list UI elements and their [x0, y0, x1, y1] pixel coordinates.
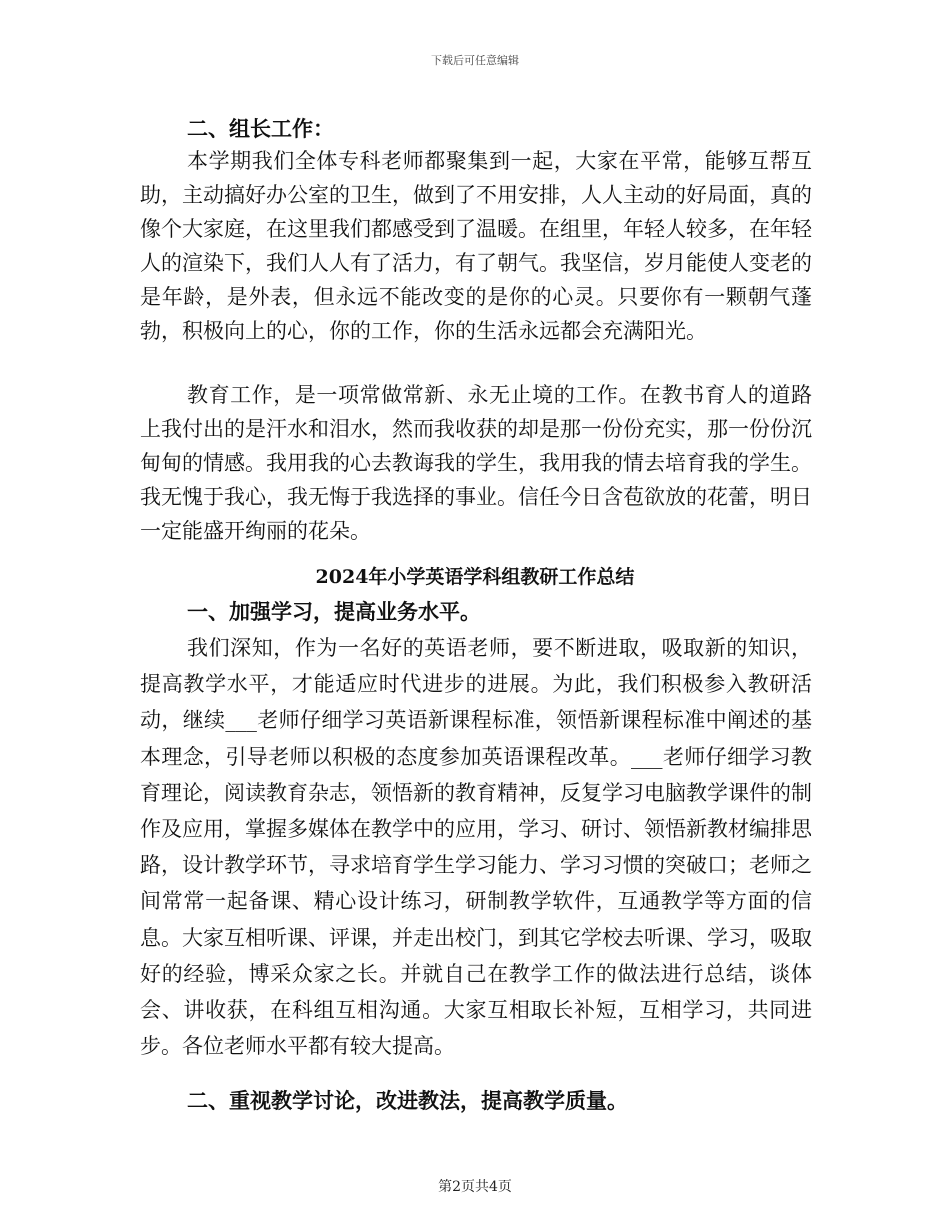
- paragraph-study: 我们深知，作为一名好的英语老师，要不断进取，吸取新的知识，提高教学水平，才能适应时代进步的进展。为此，我们积极参入教研活动，继续___老师仔细学习英语新课程标准，领悟新课程标准中阐述的基本理念，引导老师以积极的态度参加英语课程改革。___老师仔细学习教育理论，阅读教育杂志，领悟新的教育精神，反复学习电脑教学课件的制作及应用，掌握多媒体在教学中的应用，学习、研讨、领悟新教材编排思路，设计教学环节，寻求培育学生学习能力、学习习惯的突破口；老师之间常常一起备课、精心设计练习，研制教学软件，互通教学等方面的信息。大家互相听课、评课，并走出校门，到其它学校去听课、学习，吸取好的经验，博采众家之长。并就自己在教学工作的做法进行总结，谈体会、讲收获，在科组互相沟通。大家互相取长补短，互相学习，共同进步。各位老师水平都有较大提高。: [140, 636, 812, 1059]
- paragraph-leader-2: 教育工作，是一项常做常新、永无止境的工作。在教书育人的道路上我付出的是汗水和泪水，然而我收获的却是那一份份充实，那一份份沉甸甸的情感。我用我的心去教诲我的学生，我用我的情去培育我的学生。我无愧于我心，我无悔于我选择的事业。信任今日含苞欲放的花蕾，明日一定能盛开绚丽的花朵。: [140, 383, 812, 543]
- page-number: 第2页共4页: [438, 1179, 512, 1195]
- section-heading-leader-work: 二、组长工作：: [187, 116, 334, 141]
- section-heading-teaching: 二、重视教学讨论，改进教法，提高教学质量。: [187, 1088, 628, 1113]
- article-title: 2024年小学英语学科组教研工作总结: [315, 566, 635, 588]
- paragraph-leader-1: 本学期我们全体专科老师都聚集到一起，大家在平常，能够互帮互助，主动搞好办公室的卫生，做到了不用安排，人人主动的好局面，真的像个大家庭，在这里我们都感受到了温暖。在组里，年轻人较多，在年轻人的渲染下，我们人人有了活力，有了朝气。我坚信，岁月能使人变老的是年龄，是外表，但永远不能改变的是你的心灵。只要你有一颗朝气蓬勃，积极向上的心，你的工作，你的生活永远都会充满阳光。: [140, 149, 812, 343]
- page-header-note: 下载后可任意编辑: [431, 54, 519, 67]
- section-heading-study: 一、加强学习，提高业务水平。: [187, 599, 481, 624]
